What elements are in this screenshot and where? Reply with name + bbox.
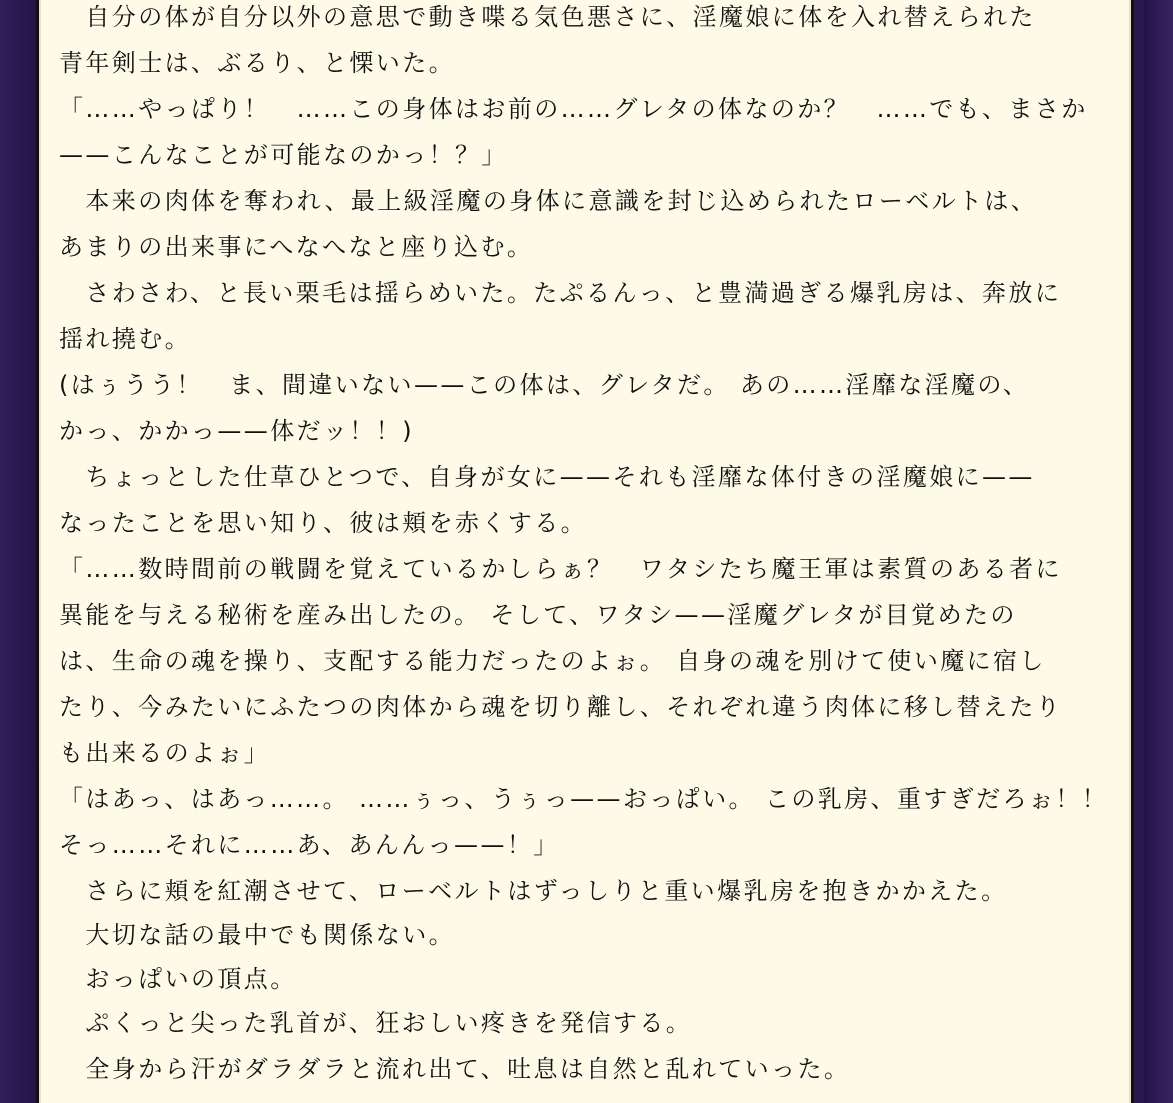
text-line: 「……数時間前の戦闘を覚えているかしらぁ？ ワタシたち魔王軍は素質のある者に [59,555,1062,583]
text-line: 揺れ撓む。 [59,325,191,353]
text-line: ——こんなことが可能なのかっ！？」 [59,141,508,169]
text-line: あまりの出来事にへなへなと座り込む。 [59,233,534,261]
text-panel [36,0,1134,1103]
text-line: も出来るのよぉ」 [59,739,271,767]
text-line: おっぱいの頂点。 [59,965,297,993]
text-line: は、生命の魂を操り、支配する能力だったのよぉ。 自身の魂を別けて使い魔に宿し [59,647,1046,675]
text-line: ちょっとした仕草ひとつで、自身が女に——それも淫靡な体付きの淫魔娘に—— [59,463,1035,491]
text-line: 異能を与える秘術を産み出したの。 そして、ワタシ——淫魔グレタが目覚めたの [59,601,1017,629]
text-line: かっ、かかっ——体だッ！！) [59,417,414,445]
text-line: さらに頬を紅潮させて、ローベルトはずっしりと重い爆乳房を抱きかかえた。 [59,877,1008,905]
text-line: なったことを思い知り、彼は頬を赤くする。 [59,509,587,537]
text-line: さわさわ、と長い栗毛は揺らめいた。たぷるんっ、と豊満過ぎる爆乳房は、奔放に [59,279,1062,307]
text-line: 青年剣士は、ぶるり、と慄いた。 [59,49,455,77]
text-line: (はぅうう！ ま、間違いない——この体は、グレタだ。 あの……淫靡な淫魔の、 [59,371,1030,399]
text-line: たり、今みたいにふたつの肉体から魂を切り離し、それぞれ違う肉体に移し替えたり [59,693,1063,721]
text-line: 「……やっぱり！ ……この身体はお前の……グレタの体なのか？ ……でも、まさか [59,95,1088,123]
text-line: そっ……それに……あ、あんんっ——！」 [59,831,560,859]
text-line: ぷくっと尖った乳首が、狂おしい疼きを発信する。 [59,1009,693,1037]
text-line: 全身から汗がダラダラと流れ出て、吐息は自然と乱れていった。 [59,1055,851,1083]
text-line: 自分の体が自分以外の意思で動き喋る気色悪さに、淫魔娘に体を入れ替えられた [59,3,1036,31]
text-line: 大切な話の最中でも関係ない。 [59,921,455,949]
text-line: 「はあっ、はあっ……。 ……ぅっ、うぅっ——おっぱい。 この乳房、重すぎだろぉ！！ [59,785,1109,813]
left-border-decoration [0,0,36,1103]
text-line: 本来の肉体を奪われ、最上級淫魔の身体に意識を封じ込められたローベルトは、 [59,187,1038,215]
right-border-decoration [1144,0,1173,1103]
